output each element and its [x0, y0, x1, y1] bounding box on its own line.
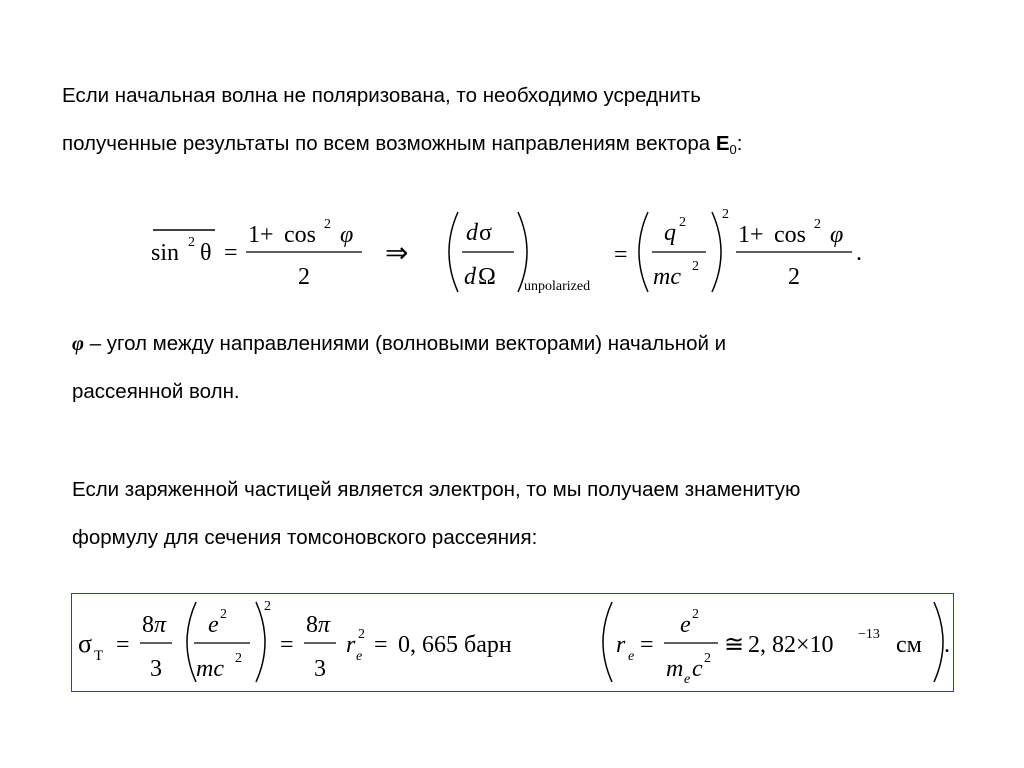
exponent: 2 [188, 235, 195, 250]
thomson-formula-box [71, 593, 954, 692]
vector-subscript: 0 [729, 142, 737, 157]
sigma-symbol: σ [479, 220, 492, 246]
subscript-e: e [356, 649, 363, 664]
exponent: 2 [264, 599, 271, 614]
right-paren [712, 212, 721, 292]
unit-cm: см [896, 632, 922, 658]
eight: 8 [306, 612, 318, 638]
mc-symbol: mc [196, 656, 224, 682]
formula-thomson-cross-section [72, 594, 952, 690]
c-symbol: c [692, 656, 703, 682]
subscript-e: e [684, 672, 691, 687]
paragraph-line: Если заряженной частицей является электрон, то мы получаем знаменитую [72, 478, 801, 501]
denominator-two: 2 [788, 264, 800, 290]
period: . [944, 632, 950, 658]
paragraph-line [72, 320, 992, 368]
exponent: 2 [235, 651, 242, 666]
exponent: 2 [692, 259, 699, 274]
numerator-one-plus: 1+ [248, 222, 274, 248]
equals-sign: = [640, 632, 654, 658]
equals-sign: = [374, 632, 388, 658]
phi-symbol: φ [340, 222, 354, 248]
right-paren [934, 602, 943, 682]
paragraph-unpolarized [62, 72, 962, 168]
text-run: : [736, 132, 743, 155]
right-paren [256, 602, 265, 682]
left-paren [639, 212, 648, 292]
subscript-e: e [628, 649, 635, 664]
theta-symbol: θ [200, 240, 212, 266]
exponent: 2 [814, 217, 821, 232]
paragraph-line: формулу для сечения томсоновского рассеяния: [72, 526, 538, 549]
left-paren [603, 602, 612, 682]
e-symbol: e [680, 612, 691, 638]
implies-arrow: ⇒ [385, 238, 409, 269]
cross-section-value: 0, 665 барн [398, 632, 512, 658]
exponent: 2 [324, 217, 331, 232]
cos-label: cos [284, 222, 316, 248]
equals-sign: = [116, 632, 130, 658]
eight: 8 [142, 612, 154, 638]
mc-symbol: mc [653, 264, 681, 290]
left-paren [449, 212, 458, 292]
exponent: 2 [704, 651, 711, 666]
three: 3 [150, 656, 162, 682]
paragraph-electron [72, 466, 1002, 562]
vector-e: E [715, 132, 730, 155]
r-symbol: r [616, 632, 626, 658]
r-symbol: r [346, 632, 356, 658]
approx-sign: ≅ [724, 632, 745, 658]
equals-sign: = [614, 242, 628, 268]
paragraph-line [62, 120, 962, 168]
pi-symbol: π [154, 612, 167, 638]
sin-label: sin [151, 240, 180, 266]
subscript-t: T [94, 648, 104, 664]
exponent: 2 [692, 607, 699, 622]
cos-label: cos [774, 222, 806, 248]
exponent: 2 [220, 607, 227, 622]
q-symbol: q [664, 220, 676, 246]
paragraph-line: рассеянной волн. [72, 380, 240, 403]
radius-coefficient: 2, 82×10 [748, 632, 834, 658]
phi-symbol: φ [830, 222, 844, 248]
paragraph-phi-definition [72, 320, 992, 416]
m-symbol: m [666, 656, 684, 682]
equals-sign: = [280, 632, 294, 658]
phi-symbol: φ [72, 333, 84, 355]
e-symbol: e [208, 612, 219, 638]
exponent: 2 [679, 215, 686, 230]
sigma-symbol: σ [78, 629, 93, 658]
d-symbol: d [466, 220, 478, 246]
period: . [856, 240, 862, 266]
equals-sign: = [224, 240, 238, 266]
exponent: 2 [722, 207, 729, 222]
left-paren [187, 602, 196, 682]
text-run: – угол между направлениями (волновыми векторами) начальной и [84, 332, 727, 355]
radius-exponent: −13 [858, 627, 880, 642]
numerator-one-plus: 1+ [738, 222, 764, 248]
unpolarized-subscript: unpolarized [524, 279, 591, 294]
three: 3 [314, 656, 326, 682]
d-symbol: d [464, 264, 476, 290]
exponent: 2 [358, 627, 365, 642]
denominator-two: 2 [298, 264, 310, 290]
text-run: полученные результаты по всем возможным направлениям вектора [62, 132, 716, 155]
paragraph-line: Если начальная волна не поляризована, то необходимо усреднить [62, 84, 701, 107]
omega-symbol: Ω [478, 264, 496, 290]
pi-symbol: π [318, 612, 331, 638]
formula-unpolarized-average [148, 200, 878, 300]
